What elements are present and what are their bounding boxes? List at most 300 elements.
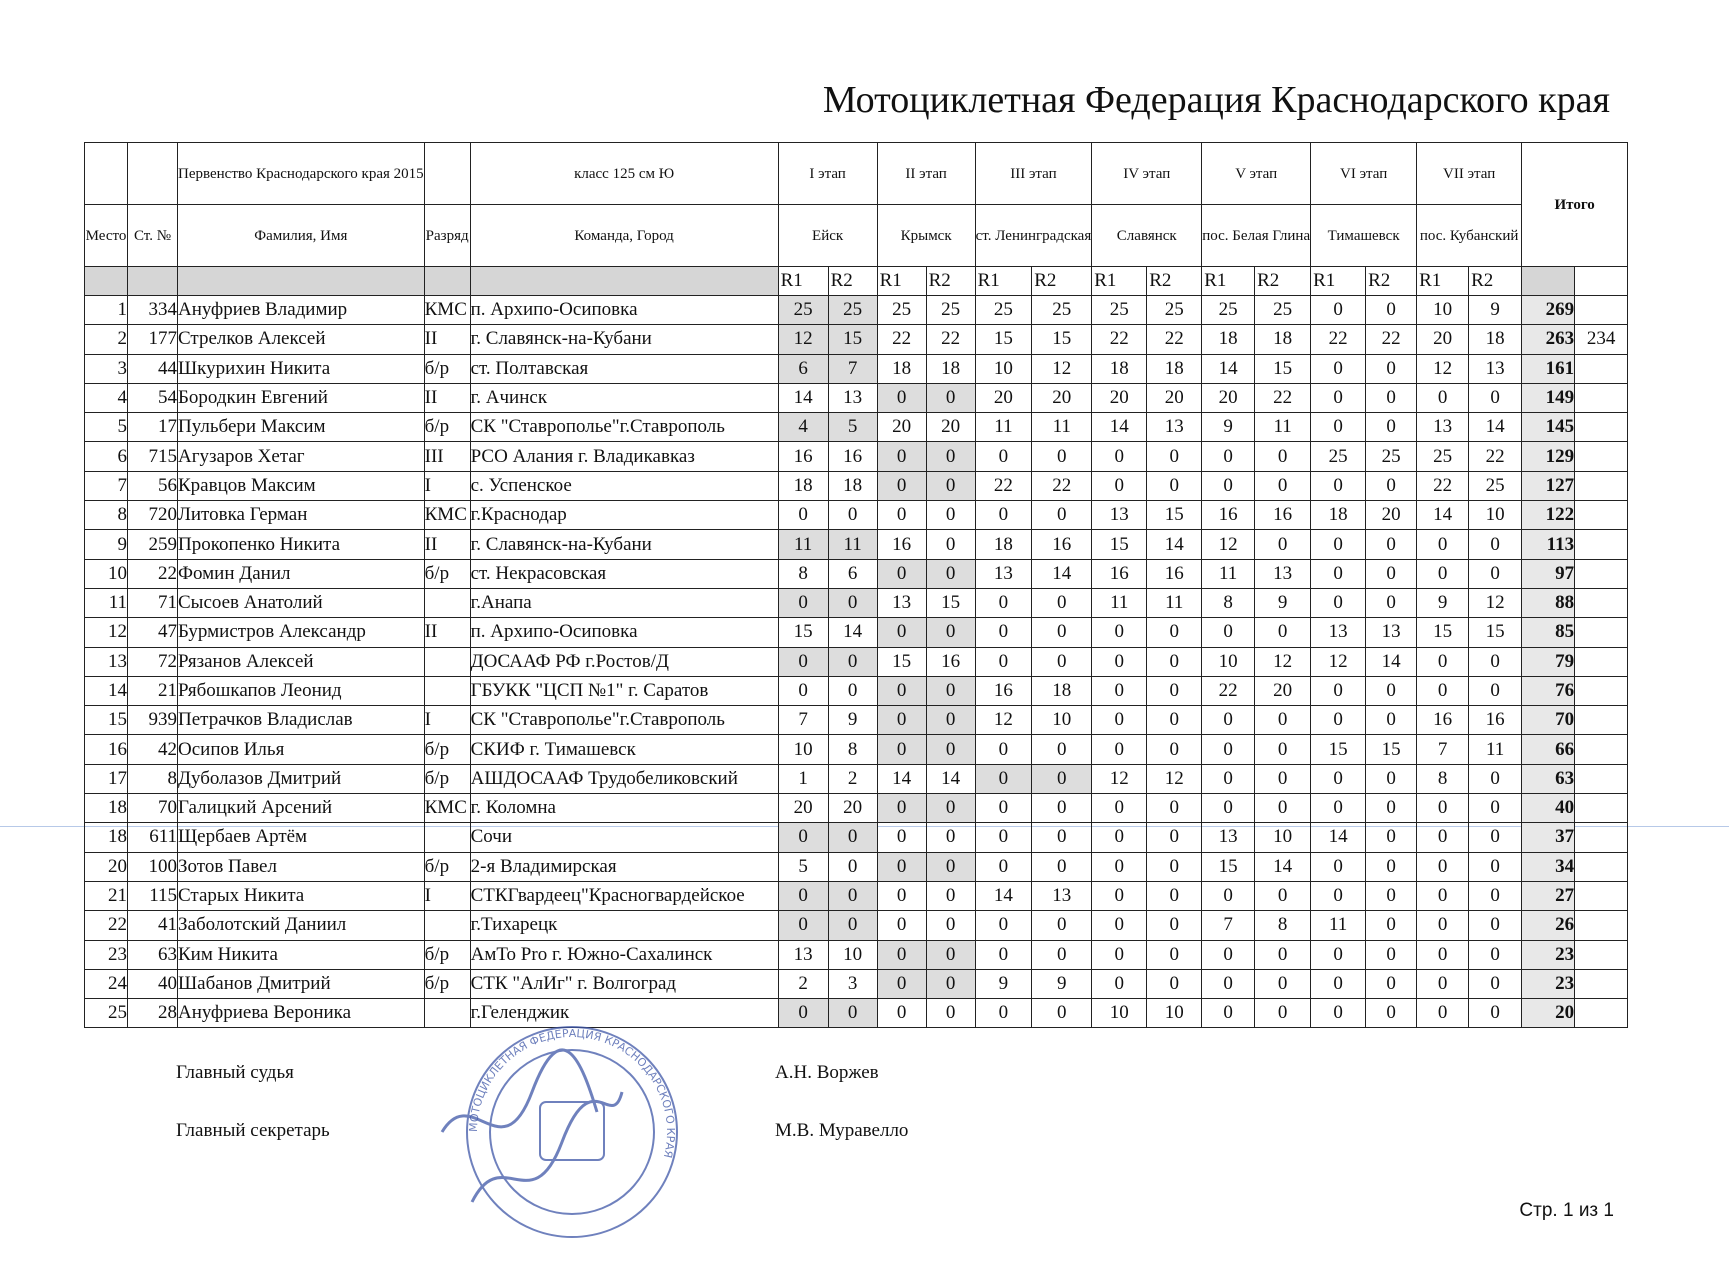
name-cell: Шабанов Дмитрий (178, 969, 425, 998)
score-cell: 25 (1032, 296, 1092, 325)
score-cell: 0 (1366, 296, 1417, 325)
table-row (85, 383, 1683, 412)
score-cell: 13 (1032, 881, 1092, 910)
place-cell: 4 (85, 383, 128, 412)
score-cell: 0 (778, 823, 828, 852)
start-no-cell: 115 (128, 881, 178, 910)
score-cell: 11 (1147, 588, 1202, 617)
score-cell: 0 (877, 911, 926, 940)
score-cell: 0 (1092, 735, 1147, 764)
secretary-name: М.В. Муравелло (775, 1120, 909, 1141)
score-cell: 0 (926, 676, 975, 705)
place-cell: 5 (85, 413, 128, 442)
start-no-cell: 41 (128, 911, 178, 940)
stage-1-header: I этап (778, 143, 877, 205)
score-cell: 0 (1092, 647, 1147, 676)
total-cell: 113 (1522, 530, 1575, 559)
team-cell: ДОСААФ РФ г.Ростов/Д (470, 647, 778, 676)
score-cell: 0 (1469, 852, 1522, 881)
team-cell: г.Анапа (470, 588, 778, 617)
score-cell: 0 (1147, 881, 1202, 910)
rank-cell: б/р (424, 559, 470, 588)
name-cell: Шкурихин Никита (178, 354, 425, 383)
start-no-cell: 40 (128, 969, 178, 998)
header-blank (85, 143, 128, 205)
score-cell: 0 (1202, 735, 1255, 764)
score-cell: 0 (926, 852, 975, 881)
score-cell: 0 (1032, 823, 1092, 852)
place-cell: 18 (85, 823, 128, 852)
name-cell: Ким Никита (178, 940, 425, 969)
score-cell: 13 (1469, 354, 1522, 383)
score-cell: 0 (1366, 588, 1417, 617)
score-cell: 18 (1469, 325, 1522, 354)
rank-header: Разряд (424, 205, 470, 267)
extra-cell (1575, 296, 1628, 325)
score-cell: 15 (1032, 325, 1092, 354)
rank-cell: II (424, 383, 470, 412)
score-cell: 0 (1311, 969, 1366, 998)
extra-cell (1575, 471, 1628, 500)
score-cell: 0 (828, 881, 877, 910)
name-cell: Стрелков Алексей (178, 325, 425, 354)
score-cell: 6 (778, 354, 828, 383)
place-cell: 6 (85, 442, 128, 471)
place-cell: 14 (85, 676, 128, 705)
stage-4-header: IV этап (1092, 143, 1202, 205)
score-cell: 0 (926, 911, 975, 940)
score-cell: 16 (1202, 501, 1255, 530)
score-cell: 0 (926, 618, 975, 647)
score-cell: 0 (1032, 501, 1092, 530)
place-cell: 23 (85, 940, 128, 969)
round-r1-header: R1 (1417, 267, 1469, 296)
score-cell: 0 (1147, 940, 1202, 969)
total-cell: 40 (1522, 794, 1575, 823)
score-cell: 0 (877, 442, 926, 471)
score-cell: 0 (1417, 823, 1469, 852)
score-cell: 16 (926, 647, 975, 676)
score-cell: 0 (1147, 442, 1202, 471)
score-cell: 11 (828, 530, 877, 559)
total-cell: 129 (1522, 442, 1575, 471)
score-cell: 0 (1311, 764, 1366, 793)
score-cell: 22 (1366, 325, 1417, 354)
place-cell: 22 (85, 911, 128, 940)
score-cell: 22 (877, 325, 926, 354)
score-cell: 0 (1147, 618, 1202, 647)
start-no-header: Ст. № (128, 205, 178, 267)
score-cell: 0 (778, 676, 828, 705)
score-cell: 20 (1366, 501, 1417, 530)
start-no-cell: 42 (128, 735, 178, 764)
score-cell: 20 (1255, 676, 1311, 705)
round-r2-header: R2 (828, 267, 877, 296)
score-cell: 0 (877, 676, 926, 705)
team-cell: г. Славянск-на-Кубани (470, 530, 778, 559)
score-cell: 18 (1202, 325, 1255, 354)
secretary-role: Главный секретарь (176, 1120, 330, 1141)
score-cell: 0 (1366, 940, 1417, 969)
score-cell: 11 (1469, 735, 1522, 764)
total-cell: 161 (1522, 354, 1575, 383)
score-cell: 0 (828, 676, 877, 705)
score-cell: 0 (877, 618, 926, 647)
rank-cell (424, 676, 470, 705)
score-cell: 0 (975, 501, 1032, 530)
rank-cell: II (424, 530, 470, 559)
total-header: Итого (1522, 143, 1628, 267)
score-cell: 7 (828, 354, 877, 383)
score-cell: 20 (1202, 383, 1255, 412)
score-cell: 0 (877, 999, 926, 1028)
score-cell: 0 (1092, 676, 1147, 705)
score-cell: 0 (1092, 618, 1147, 647)
team-cell: г. Славянск-на-Кубани (470, 325, 778, 354)
score-cell: 0 (877, 852, 926, 881)
score-cell: 0 (1092, 911, 1147, 940)
round-r2-header: R2 (1255, 267, 1311, 296)
score-cell: 0 (1255, 881, 1311, 910)
score-cell: 0 (877, 383, 926, 412)
total-cell: 85 (1522, 618, 1575, 647)
header-band (424, 267, 470, 296)
score-cell: 0 (877, 823, 926, 852)
score-cell: 0 (975, 911, 1032, 940)
place-cell: 7 (85, 471, 128, 500)
score-cell: 22 (1092, 325, 1147, 354)
score-cell: 0 (1092, 881, 1147, 910)
table-row (85, 911, 1683, 940)
score-cell: 0 (1255, 471, 1311, 500)
start-no-cell: 71 (128, 588, 178, 617)
score-cell: 0 (1469, 969, 1522, 998)
score-cell: 25 (1366, 442, 1417, 471)
score-cell: 0 (1366, 911, 1417, 940)
score-cell: 0 (1032, 764, 1092, 793)
header-blank (424, 143, 470, 205)
start-no-cell: 720 (128, 501, 178, 530)
score-cell: 10 (828, 940, 877, 969)
extra-cell (1575, 794, 1628, 823)
score-cell: 0 (975, 588, 1032, 617)
score-cell: 0 (1469, 559, 1522, 588)
score-cell: 0 (1147, 911, 1202, 940)
score-cell: 15 (877, 647, 926, 676)
score-cell: 0 (1469, 764, 1522, 793)
score-cell: 10 (1202, 647, 1255, 676)
score-cell: 15 (1366, 735, 1417, 764)
score-cell: 13 (1366, 618, 1417, 647)
score-cell: 0 (1092, 940, 1147, 969)
extra-cell (1575, 588, 1628, 617)
score-cell: 8 (778, 559, 828, 588)
start-no-cell: 22 (128, 559, 178, 588)
place-header: Место (85, 205, 128, 267)
score-cell: 0 (1147, 823, 1202, 852)
score-cell: 0 (1092, 706, 1147, 735)
rank-cell (424, 647, 470, 676)
header-blank (1575, 267, 1628, 296)
score-cell: 0 (975, 735, 1032, 764)
extra-cell (1575, 706, 1628, 735)
table-row (85, 559, 1683, 588)
score-cell: 11 (975, 413, 1032, 442)
start-no-cell: 715 (128, 442, 178, 471)
score-cell: 9 (1255, 588, 1311, 617)
total-cell: 26 (1522, 911, 1575, 940)
score-cell: 18 (877, 354, 926, 383)
score-cell: 0 (926, 383, 975, 412)
score-cell: 14 (1147, 530, 1202, 559)
score-cell: 12 (1469, 588, 1522, 617)
score-cell: 12 (1255, 647, 1311, 676)
place-cell: 10 (85, 559, 128, 588)
score-cell: 22 (1202, 676, 1255, 705)
score-cell: 0 (1032, 911, 1092, 940)
table-row (85, 325, 1683, 354)
score-cell: 0 (1147, 852, 1202, 881)
extra-cell (1575, 530, 1628, 559)
score-cell: 25 (1092, 296, 1147, 325)
extra-cell (1575, 999, 1628, 1028)
score-cell: 15 (1092, 530, 1147, 559)
total-cell: 97 (1522, 559, 1575, 588)
score-cell: 14 (1092, 413, 1147, 442)
score-cell: 15 (828, 325, 877, 354)
team-cell: ГБУКК "ЦСП №1" г. Саратов (470, 676, 778, 705)
stage-5-city: пос. Белая Глина (1202, 205, 1311, 267)
score-cell: 6 (828, 559, 877, 588)
header-band (85, 267, 128, 296)
score-cell: 18 (778, 471, 828, 500)
score-cell: 15 (1255, 354, 1311, 383)
score-cell: 0 (1469, 383, 1522, 412)
start-no-cell: 939 (128, 706, 178, 735)
team-cell: п. Архипо-Осиповка (470, 618, 778, 647)
team-cell: РСО Алания г. Владикавказ (470, 442, 778, 471)
score-cell: 0 (1202, 794, 1255, 823)
stage-6-city: Тимашевск (1311, 205, 1417, 267)
score-cell: 0 (926, 881, 975, 910)
score-cell: 11 (1255, 413, 1311, 442)
total-cell: 122 (1522, 501, 1575, 530)
score-cell: 0 (1032, 618, 1092, 647)
score-cell: 8 (1202, 588, 1255, 617)
score-cell: 22 (1255, 383, 1311, 412)
score-cell: 0 (1311, 852, 1366, 881)
header-band (470, 267, 778, 296)
score-cell: 1 (778, 764, 828, 793)
team-cell: Сочи (470, 823, 778, 852)
score-cell: 0 (1417, 383, 1469, 412)
name-cell: Рязанов Алексей (178, 647, 425, 676)
score-cell: 0 (1032, 794, 1092, 823)
score-cell: 0 (1202, 442, 1255, 471)
table-row (85, 618, 1683, 647)
stage-2-city: Крымск (877, 205, 975, 267)
name-cell: Осипов Илья (178, 735, 425, 764)
score-cell: 0 (1311, 413, 1366, 442)
federation-stamp (432, 1022, 712, 1242)
score-cell: 7 (778, 706, 828, 735)
score-cell: 20 (877, 413, 926, 442)
name-cell: Кравцов Максим (178, 471, 425, 500)
score-cell: 12 (1311, 647, 1366, 676)
score-cell: 0 (1417, 969, 1469, 998)
score-cell: 15 (1469, 618, 1522, 647)
place-cell: 17 (85, 764, 128, 793)
score-cell: 3 (828, 969, 877, 998)
score-cell: 12 (778, 325, 828, 354)
score-cell: 0 (1032, 852, 1092, 881)
stage-1-city: Ейск (778, 205, 877, 267)
place-cell: 8 (85, 501, 128, 530)
score-cell: 0 (1092, 794, 1147, 823)
rank-cell: КМС (424, 501, 470, 530)
score-cell: 0 (1092, 823, 1147, 852)
score-cell: 0 (778, 647, 828, 676)
team-cell: АШДОСААФ Трудобеликовский (470, 764, 778, 793)
score-cell: 0 (1417, 794, 1469, 823)
score-cell: 22 (1147, 325, 1202, 354)
start-no-cell: 70 (128, 794, 178, 823)
judge-name: А.Н. Воржев (775, 1062, 879, 1083)
score-cell: 0 (975, 764, 1032, 793)
score-cell: 14 (1202, 354, 1255, 383)
score-cell: 0 (1092, 442, 1147, 471)
name-header: Фамилия, Имя (178, 205, 425, 267)
name-cell: Галицкий Арсений (178, 794, 425, 823)
team-cell: СКИФ г. Тимашевск (470, 735, 778, 764)
score-cell: 0 (1366, 706, 1417, 735)
score-cell: 0 (1417, 881, 1469, 910)
total-cell: 63 (1522, 764, 1575, 793)
score-cell: 16 (1147, 559, 1202, 588)
score-cell: 0 (1147, 969, 1202, 998)
score-cell: 0 (975, 823, 1032, 852)
round-r2-header: R2 (1469, 267, 1522, 296)
team-cell: г.Тихарецк (470, 911, 778, 940)
table-row (85, 823, 1683, 852)
score-cell: 0 (1366, 794, 1417, 823)
score-cell: 0 (1032, 588, 1092, 617)
score-cell: 2 (828, 764, 877, 793)
score-cell: 0 (1366, 852, 1417, 881)
score-cell: 20 (778, 794, 828, 823)
score-cell: 14 (877, 764, 926, 793)
team-cell: ст. Полтавская (470, 354, 778, 383)
rank-cell: КМС (424, 794, 470, 823)
score-cell: 0 (1032, 940, 1092, 969)
score-cell: 15 (1147, 501, 1202, 530)
score-cell: 10 (1469, 501, 1522, 530)
rank-cell (424, 823, 470, 852)
score-cell: 20 (1147, 383, 1202, 412)
place-cell: 11 (85, 588, 128, 617)
team-cell: п. Архипо-Осиповка (470, 296, 778, 325)
extra-cell (1575, 442, 1628, 471)
total-cell: 79 (1522, 647, 1575, 676)
score-cell: 15 (926, 588, 975, 617)
team-cell: 2-я Владимирская (470, 852, 778, 881)
team-cell: с. Успенское (470, 471, 778, 500)
stage-3-header: III этап (975, 143, 1092, 205)
score-cell: 15 (778, 618, 828, 647)
place-cell: 16 (85, 735, 128, 764)
extra-cell (1575, 501, 1628, 530)
score-cell: 0 (877, 501, 926, 530)
rank-cell: I (424, 471, 470, 500)
rank-cell: I (424, 706, 470, 735)
total-cell: 127 (1522, 471, 1575, 500)
score-cell: 0 (975, 940, 1032, 969)
score-cell: 20 (975, 383, 1032, 412)
score-cell: 0 (1202, 618, 1255, 647)
score-cell: 10 (1092, 999, 1147, 1028)
score-cell: 0 (1202, 706, 1255, 735)
round-r1-header: R1 (778, 267, 828, 296)
score-cell: 0 (926, 794, 975, 823)
score-cell: 25 (1417, 442, 1469, 471)
score-cell: 0 (828, 852, 877, 881)
score-cell: 13 (1417, 413, 1469, 442)
round-r2-header: R2 (1032, 267, 1092, 296)
score-cell: 0 (1255, 940, 1311, 969)
score-cell: 0 (1366, 999, 1417, 1028)
total-cell: 37 (1522, 823, 1575, 852)
name-cell: Литовка Герман (178, 501, 425, 530)
name-cell: Бородкин Евгений (178, 383, 425, 412)
score-cell: 0 (1202, 471, 1255, 500)
place-cell: 9 (85, 530, 128, 559)
table-row (85, 706, 1683, 735)
start-no-cell: 334 (128, 296, 178, 325)
extra-cell (1575, 383, 1628, 412)
score-cell: 0 (1366, 764, 1417, 793)
score-cell: 0 (1469, 530, 1522, 559)
table-row (85, 413, 1683, 442)
score-cell: 0 (1366, 383, 1417, 412)
extra-cell (1575, 618, 1628, 647)
event-title: Первенство Краснодарского края 2015 (178, 143, 425, 205)
team-cell: АмТо Pro г. Южно-Сахалинск (470, 940, 778, 969)
place-cell: 24 (85, 969, 128, 998)
place-cell: 13 (85, 647, 128, 676)
rank-cell: б/р (424, 764, 470, 793)
round-r1-header: R1 (877, 267, 926, 296)
score-cell: 0 (1255, 618, 1311, 647)
name-cell: Сысоев Анатолий (178, 588, 425, 617)
name-cell: Ануфриев Владимир (178, 296, 425, 325)
stage-5-header: V этап (1202, 143, 1311, 205)
score-cell: 13 (1255, 559, 1311, 588)
score-cell: 25 (828, 296, 877, 325)
score-cell: 20 (1417, 325, 1469, 354)
total-cell: 269 (1522, 296, 1575, 325)
score-cell: 12 (1147, 764, 1202, 793)
score-cell: 0 (828, 647, 877, 676)
score-cell: 7 (1417, 735, 1469, 764)
name-cell: Щербаев Артём (178, 823, 425, 852)
score-cell: 0 (828, 501, 877, 530)
score-cell: 0 (1366, 969, 1417, 998)
score-cell: 0 (1311, 706, 1366, 735)
score-cell: 0 (926, 530, 975, 559)
score-cell: 0 (1147, 735, 1202, 764)
place-cell: 2 (85, 325, 128, 354)
extra-cell (1575, 647, 1628, 676)
